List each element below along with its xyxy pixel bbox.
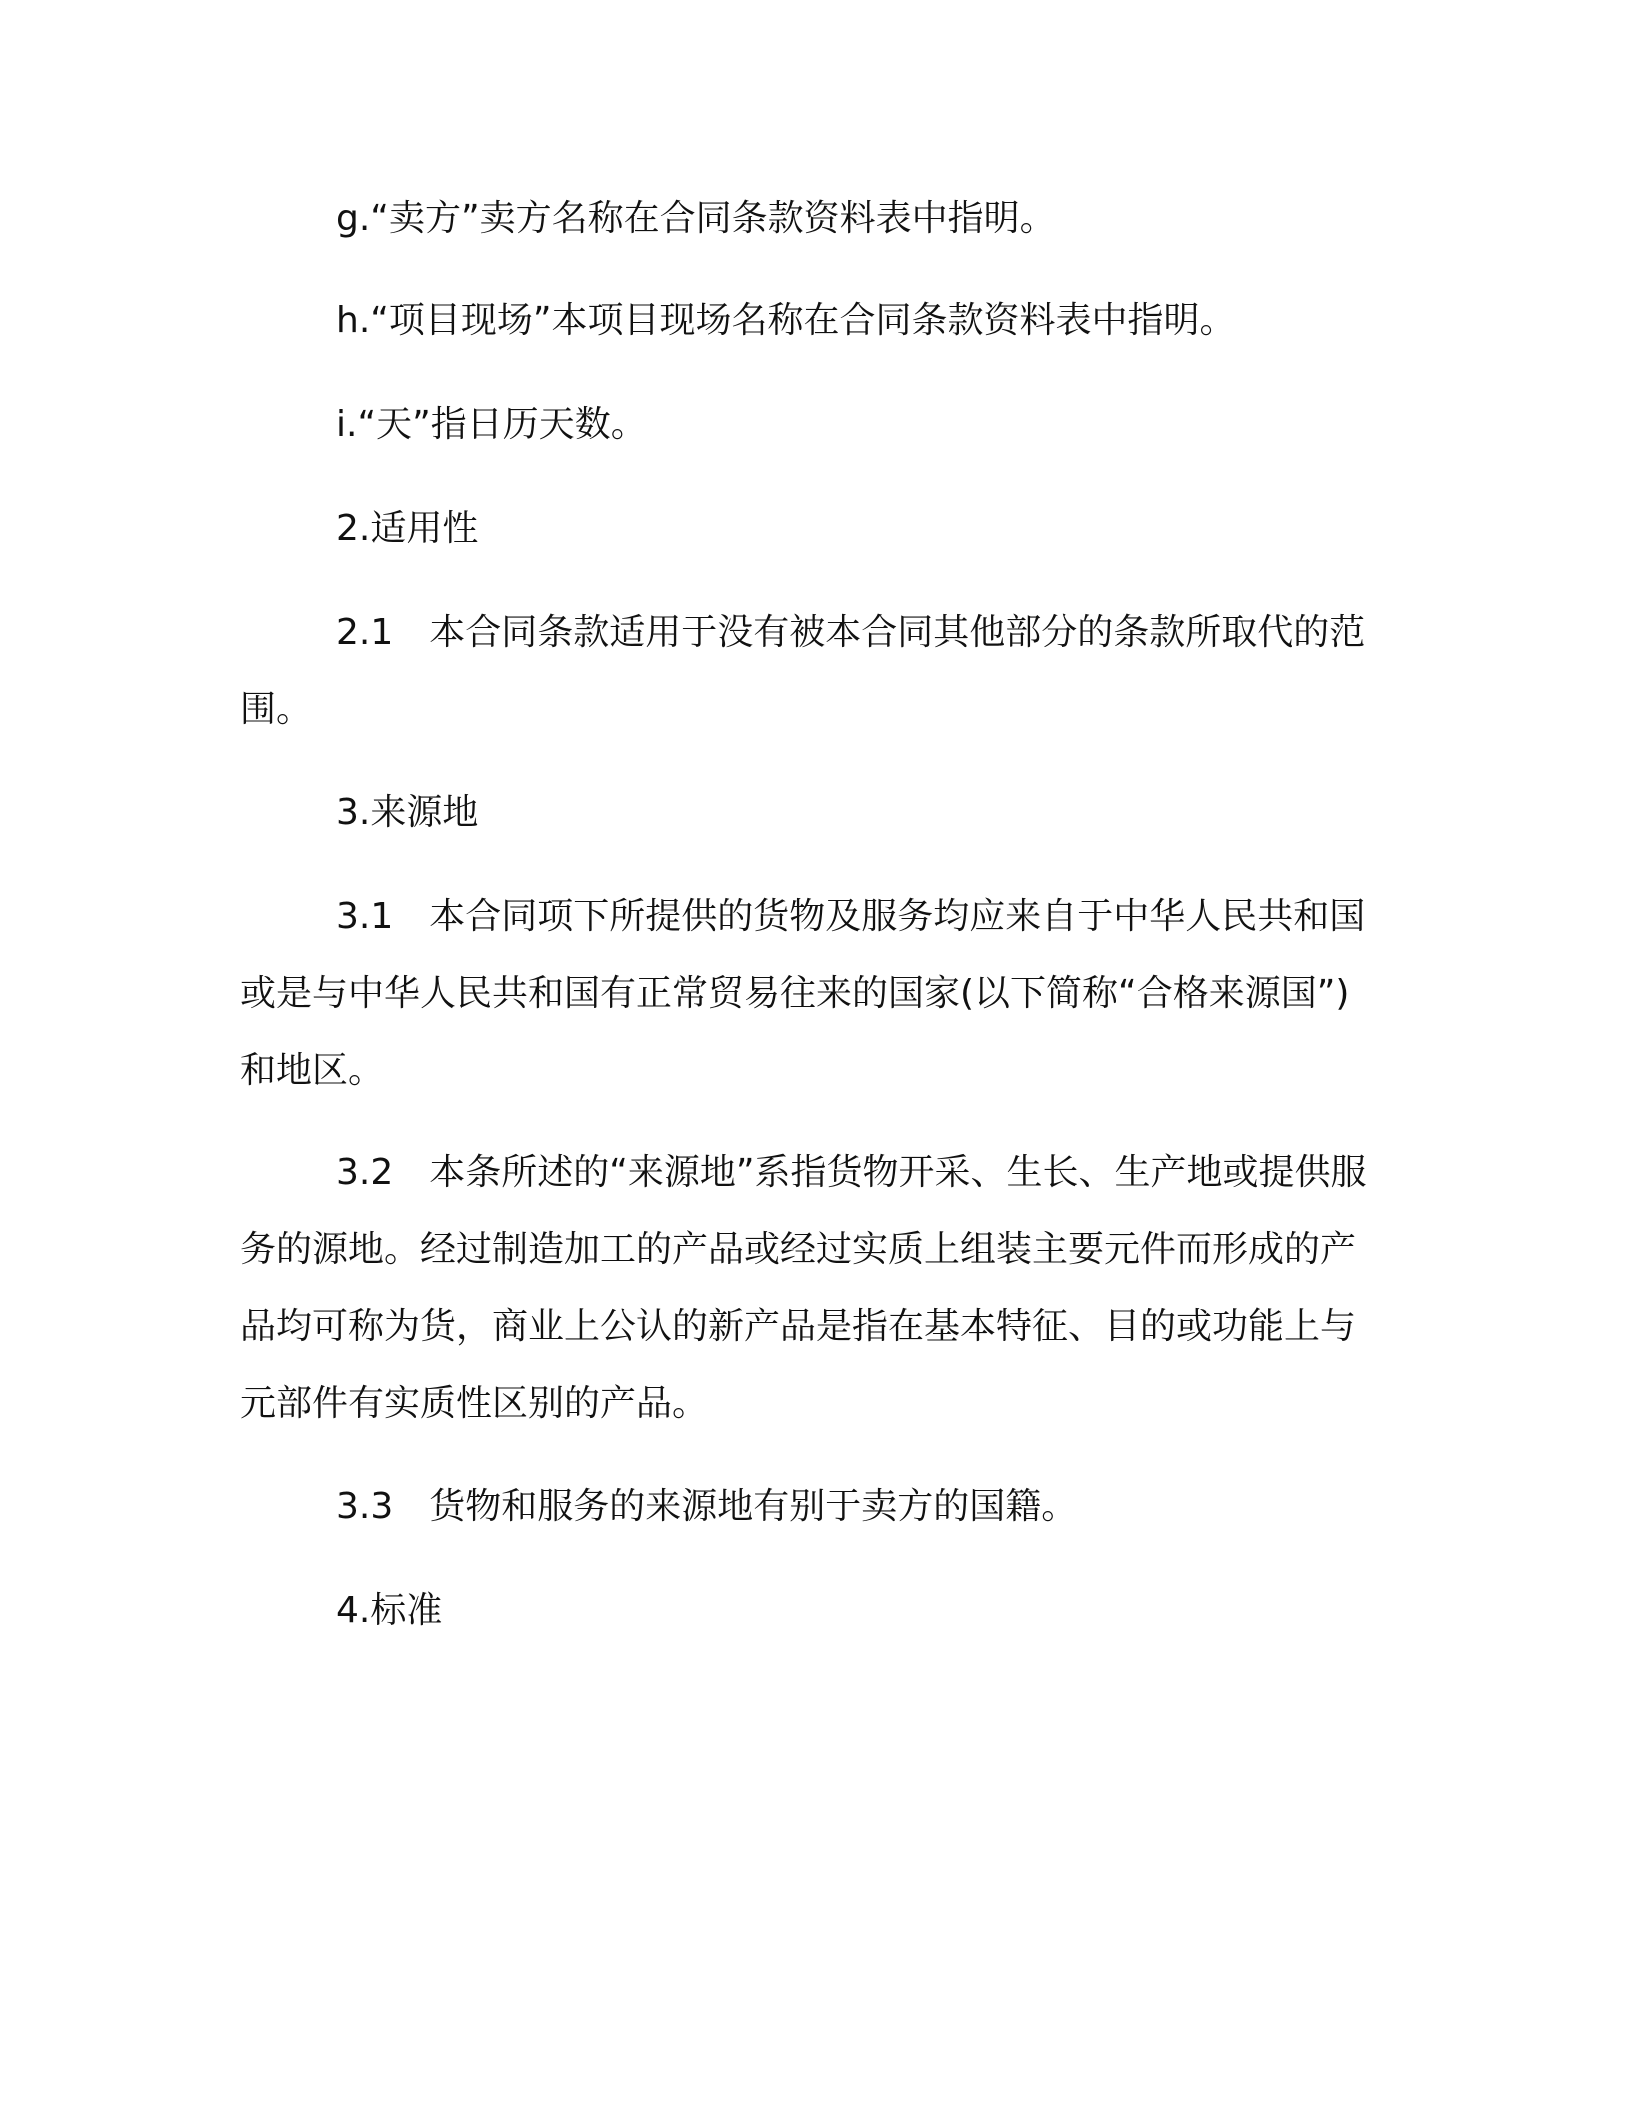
section-heading-origin: 3.来源地	[336, 792, 479, 833]
clause-2-1: 2.1 本合同条款适用于没有被本合同其他部分的条款所取代的范围。	[240, 612, 1366, 730]
definition-seller: g.“卖方”卖方名称在合同条款资料表中指明。	[336, 198, 1056, 239]
definition-project-site: h.“项目现场”本项目现场名称在合同条款资料表中指明。	[336, 300, 1236, 341]
section-heading-applicability: 2.适用性	[336, 508, 479, 549]
definition-day: i.“天”指日历天数。	[336, 404, 647, 445]
section-heading-standards: 4.标准	[336, 1590, 443, 1631]
clause-3-3: 3.3 货物和服务的来源地有别于卖方的国籍。	[336, 1486, 1078, 1527]
clause-3-1: 3.1 本合同项下所提供的货物及服务均应来自于中华人民共和国或是与中华人民共和国有正常贸易往来的国家(以下简称“合格来源国”)和地区。	[240, 896, 1366, 1091]
clause-3-2: 3.2 本条所述的“来源地”系指货物开采、生长、生产地或提供服务的源地。经过制造加工的产品或经过实质上组装主要元件而形成的产品均可称为货，商业上公认的新产品是指在基本特征、目的或功能上与元部件有实质性区别的产品。	[240, 1152, 1367, 1424]
